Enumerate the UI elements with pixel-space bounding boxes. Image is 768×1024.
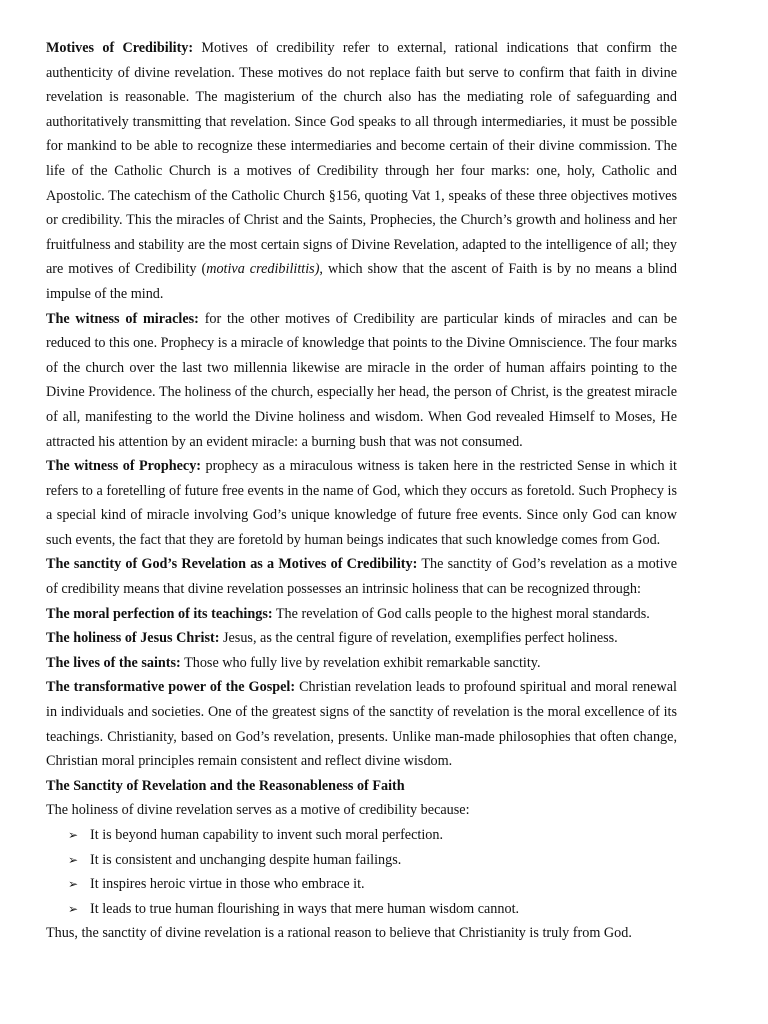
arrow-bullet-icon: ➢: [68, 828, 79, 842]
heading-moral-perfection: The moral perfection of its teachings:: [46, 605, 273, 622]
list-item: [46, 848, 677, 873]
heading-motives-of-credibility: Motives of Credibility:: [46, 40, 194, 56]
heading-holiness-of-christ: The holiness of Jesus Christ:: [46, 630, 220, 647]
latin-term: motiva credibilittis): [206, 261, 320, 278]
heading-witness-of-miracles: The witness of miracles:: [46, 310, 199, 327]
paragraph-text: , which show that the ascent of Faith is by no means a blind impulse of the mind.: [46, 261, 677, 302]
paragraph-text: prophecy as a miraculous witness is taken here in the restricted Sense in which it refers to a foretelling of future free events in the name of God, which they occurs as foretold. Such Prophecy is a special kind of miracle involving God’s unique knowledge of future free events. Since only God can know such events, the fact that they are foretold by human beings indicates that such knowledge comes from God.: [46, 458, 677, 548]
paragraph-text: The revelation of God calls people to the highest moral standards.: [272, 605, 650, 622]
heading-witness-of-prophecy: The witness of Prophecy:: [46, 458, 202, 475]
paragraph-lives-of-saints: [46, 651, 677, 676]
list-item-text: It is beyond human capability to invent such moral perfection.: [90, 827, 444, 843]
paragraph-witness-of-miracles: [46, 307, 677, 455]
heading-sanctity-of-revelation: The sanctity of God’s Revelation as a Motives of Credibility:: [46, 556, 418, 573]
list-item: [46, 823, 677, 848]
paragraph-text: Christian revelation leads to profound spiritual and moral renewal in individuals and societies. One of the greatest signs of the sanctity of revelation is the moral excellence of its teachings. Christianity, based on God’s revelation, presents. Unlike man-made philosophies that often change, Christian moral principles remain consistent and reflect divine wisdom.: [46, 679, 677, 770]
paragraph-holiness-intro: The holiness of divine revelation serves as a motive of credibility because:: [46, 802, 470, 819]
paragraph-text: Jesus, as the central figure of revelation, exemplifies perfect holiness.: [219, 630, 618, 647]
arrow-bullet-icon: ➢: [68, 901, 79, 916]
heading-lives-of-saints: The lives of the saints:: [46, 654, 181, 671]
paragraph-text: Motives of credibility refer to external, rational indications that confirm the authenticity of divine revelation. These motives do not replace faith but serve to confirm that faith in divine revelation is reasonable. The magisterium of the church also has the mediating role of safeguarding and authoritatively transmitting that revelation. Since God speaks to all through intermediaries, it must be possible for mankind to be able to recognize these intermediaries and become certain of their divine commission. The life of the Catholic Church is a motives of Credibility through her four marks: one, holy, Catholic and Apostolic. The catechism of the Catholic Church §156, quoting Vat 1, speaks of these three objectives motives or credibility. This the miracles of Christ and the Saints, Prophecies, the Church’s growth and holiness and her fruitfulness and stability are the most certain signs of Divine Revelation, adapted to the intelligence of all; they are motives of Credibility (: [46, 40, 677, 278]
paragraph-text: The sanctity of God’s revelation as a motive of credibility means that divine revelation possesses an intrinsic holiness that can be recognized through:: [46, 556, 677, 598]
list-item: [46, 872, 677, 897]
list-item-text: It leads to true human flourishing in ways that mere human wisdom cannot.: [90, 900, 520, 917]
paragraph-motives-of-credibility: [46, 36, 677, 307]
paragraph-conclusion: Thus, the sanctity of divine revelation is a rational reason to believe that Christianity is truly from God.: [46, 925, 632, 942]
list-item: [46, 897, 677, 922]
paragraph-moral-perfection: [46, 602, 677, 627]
paragraph-witness-of-prophecy: [46, 454, 677, 552]
arrow-bullet-icon: ➢: [68, 852, 79, 867]
paragraph-sanctity-of-revelation: [46, 552, 677, 601]
paragraph-transformative-power: [46, 675, 677, 773]
bullet-list: [46, 823, 677, 921]
section-heading: The Sanctity of Revelation and the Reasonableness of Faith: [46, 777, 405, 794]
paragraph-text: Those who fully live by revelation exhibit remarkable sanctity.: [180, 654, 541, 671]
arrow-bullet-icon: ➢: [68, 877, 79, 892]
list-item-text: It is consistent and unchanging despite human failings.: [90, 851, 402, 868]
paragraph-text: for the other motives of Credibility are particular kinds of miracles and can be reduced to this one. Prophecy is a miracle of knowledge that points to the Divine Omniscience. The four marks of the church over the last two millennia likewise are miracle in the order of human affairs pointing to the Divine Providence. The holiness of the church, especially her head, the person of Christ, is the greatest miracle of all, manifesting to the world the Divine holiness and wisdom. When God revealed Himself to Moses, He attracted his attention by an evident miracle: a burning bush that was not consumed.: [46, 310, 677, 450]
list-item-text: It inspires heroic virtue in those who embrace it.: [90, 876, 365, 893]
paragraph-holiness-of-christ: [46, 626, 677, 651]
heading-reasonableness-of-faith: [46, 774, 677, 799]
heading-transformative-power: The transformative power of the Gospel:: [46, 679, 296, 696]
